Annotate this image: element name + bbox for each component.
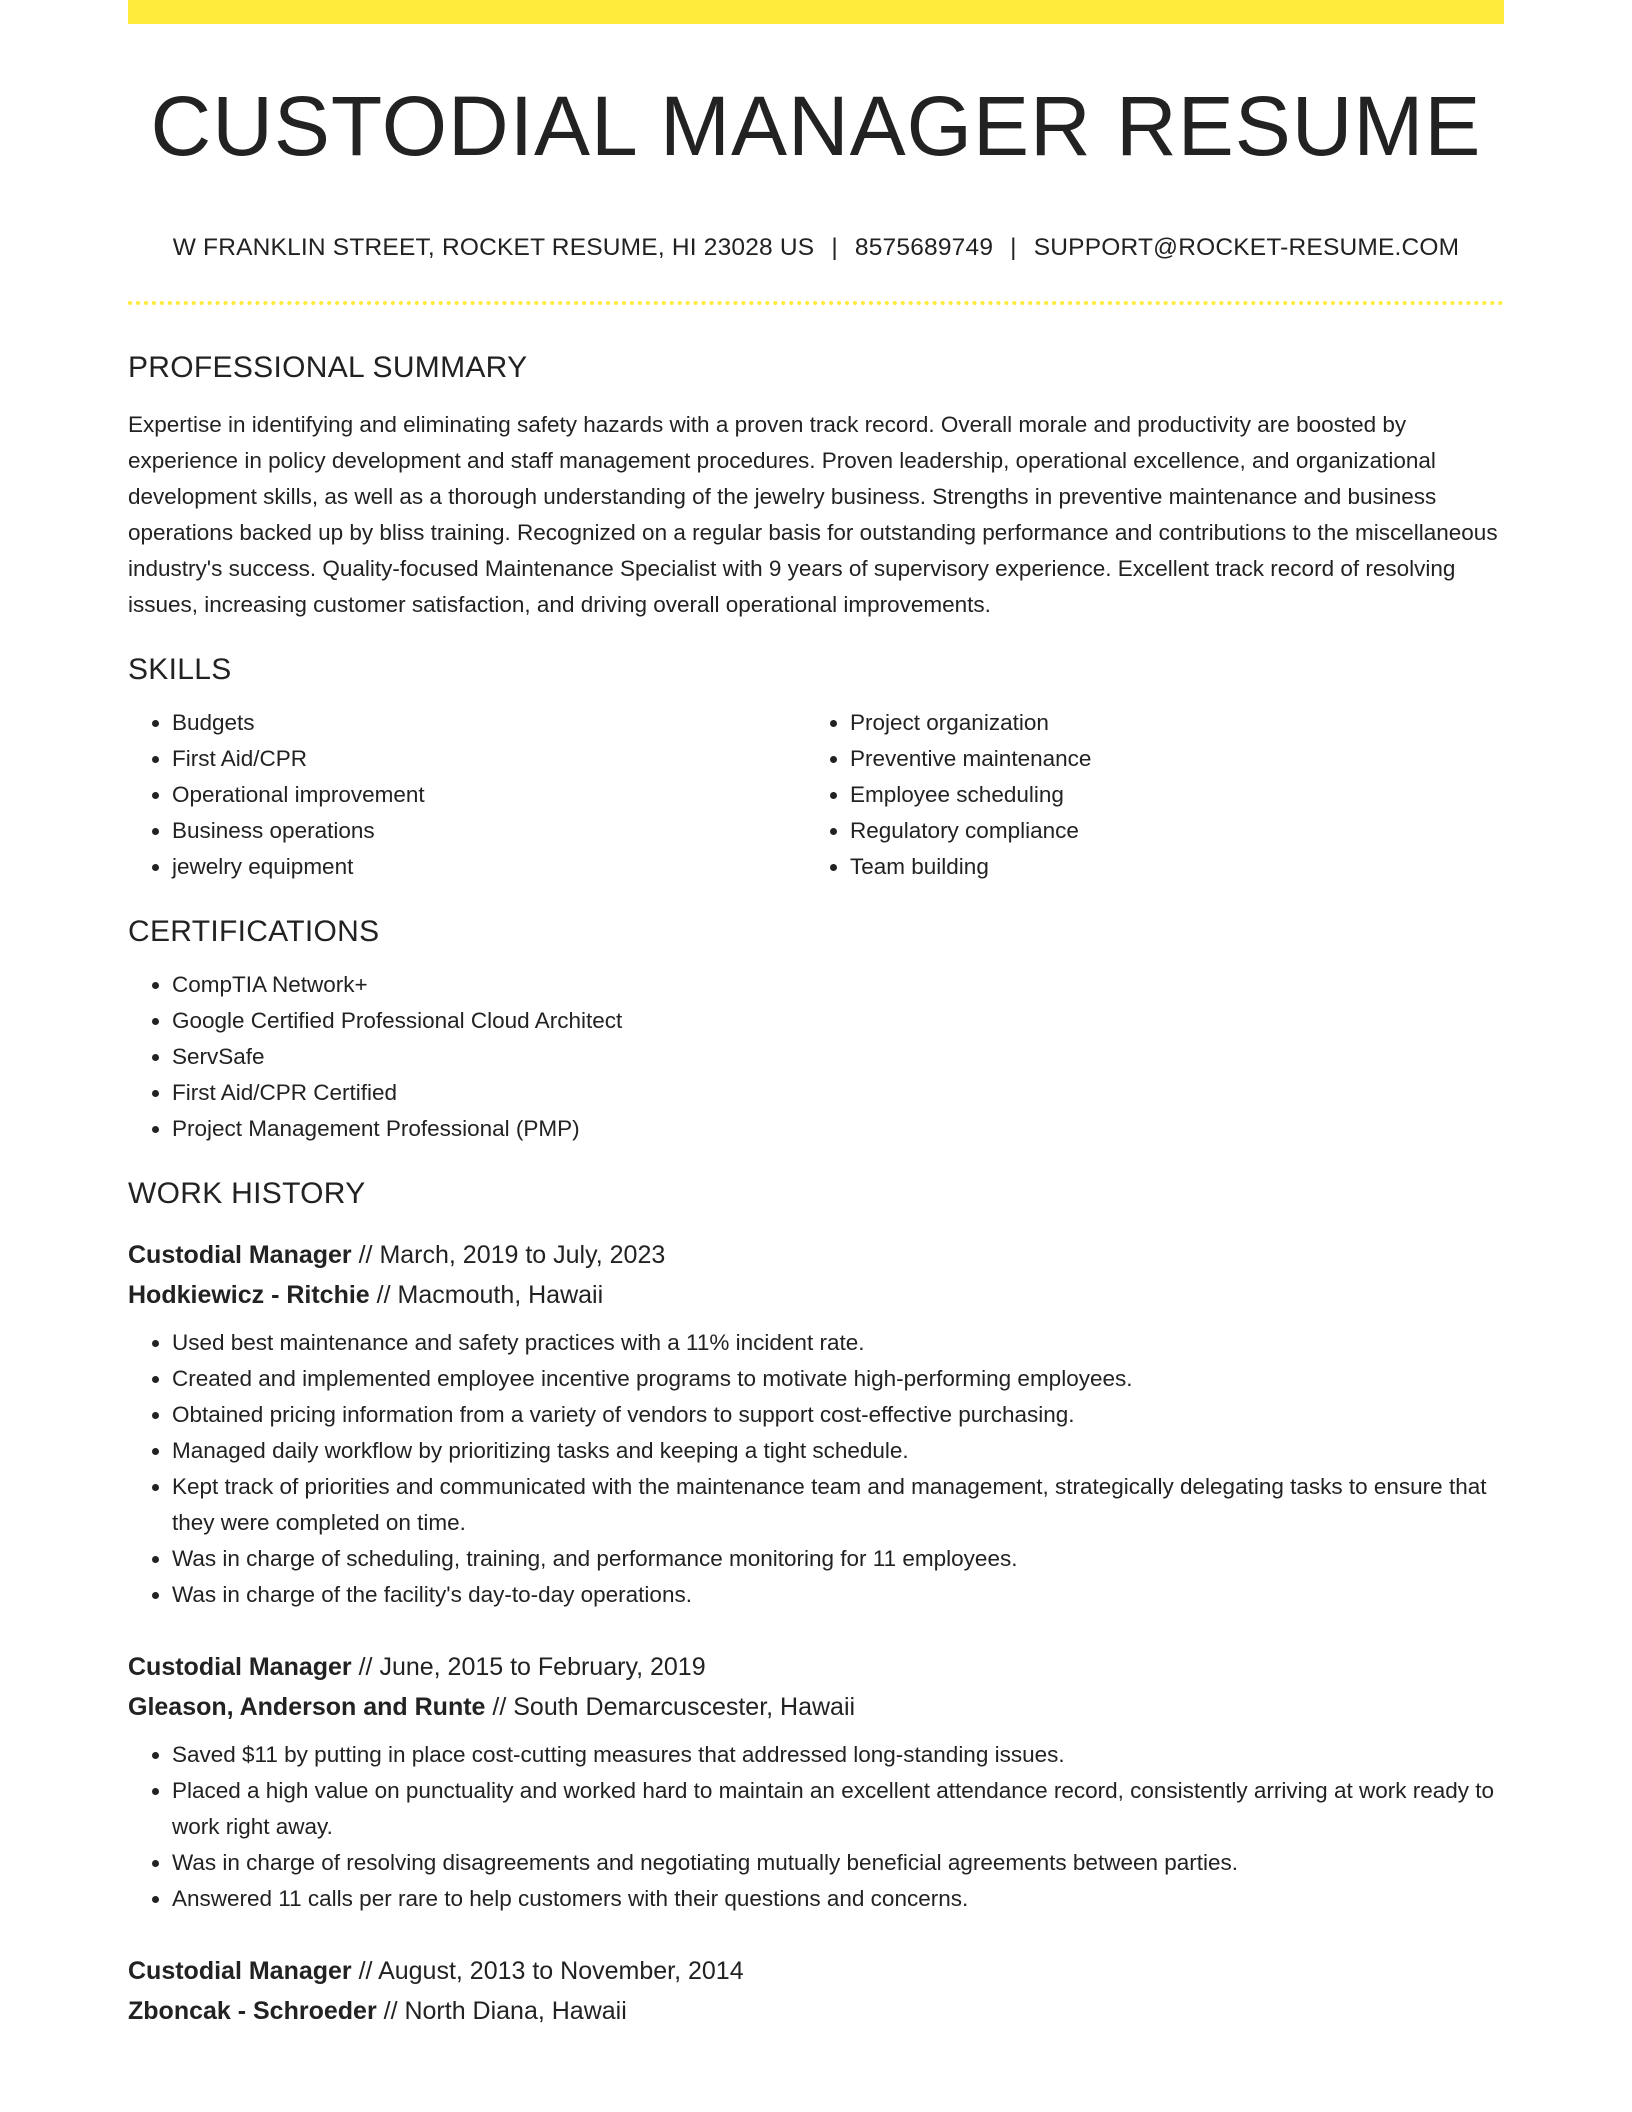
job-role: Custodial Manager (128, 1957, 352, 1985)
job-bullet: • Managed daily workflow by prioritizing tasks and keeping a tight schedule. (172, 1433, 1504, 1469)
skills-column-2 (806, 705, 1450, 885)
contact-address: W FRANKLIN STREET, ROCKET RESUME, HI 23028 US (172, 234, 815, 261)
work-history-heading: WORK HISTORY (128, 1177, 366, 1210)
job-bullet: • Saved $11 by putting in place cost-cutting measures that addressed long-standing issues. (172, 1737, 1504, 1773)
skill-item: • Budgets (172, 705, 806, 741)
skill-item: • Preventive maintenance (850, 741, 1450, 777)
certifications-heading: CERTIFICATIONS (128, 915, 380, 948)
resume-page (128, 0, 1504, 2031)
certification-item: • CompTIA Network+ (172, 967, 1504, 1003)
job-company: Zboncak - Schroeder (128, 1997, 377, 2025)
job-bullet: • Kept track of priorities and communicated with the maintenance team and management, strategically delegating tasks to ensure that they were completed on time. (172, 1469, 1504, 1541)
skill-item: • Operational improvement (172, 777, 806, 813)
job-bullet: • Used best maintenance and safety practices with a 11% incident rate. (172, 1325, 1504, 1361)
job-dates: // June, 2015 to February, 2019 (358, 1653, 706, 1681)
job-bullets (128, 1737, 1504, 1917)
skill-item: • Business operations (172, 813, 806, 849)
skill-item: • Employee scheduling (850, 777, 1450, 813)
certification-item: • Project Management Professional (PMP) (172, 1111, 1504, 1147)
job-company-line (128, 1687, 1504, 1727)
dotted-divider (128, 301, 1504, 305)
job-bullet: • Was in charge of the facility's day-to-day operations. (172, 1577, 1504, 1613)
skill-item: • Regulatory compliance (850, 813, 1450, 849)
resume-title: CUSTODIAL MANAGER RESUME (150, 79, 1482, 173)
certification-item: • Google Certified Professional Cloud Architect (172, 1003, 1504, 1039)
job-dates: // August, 2013 to November, 2014 (358, 1957, 744, 1985)
job-bullet: • Obtained pricing information from a variety of vendors to support cost-effective purchasing. (172, 1397, 1504, 1433)
skill-item: • Team building (850, 849, 1450, 885)
job-entry (128, 1647, 1504, 1917)
contact-separator: | (1010, 234, 1017, 261)
job-role: Custodial Manager (128, 1653, 352, 1681)
job-title-line (128, 1235, 1504, 1275)
certification-item: • First Aid/CPR Certified (172, 1075, 1504, 1111)
job-title-line (128, 1647, 1504, 1687)
contact-phone: 8575689749 (854, 234, 994, 261)
job-bullets (128, 1325, 1504, 1613)
contact-line (128, 234, 1504, 262)
job-bullet: • Was in charge of resolving disagreements and negotiating mutually beneficial agreements between parties. (172, 1845, 1504, 1881)
skills-column-1 (128, 705, 806, 885)
certifications-list (128, 967, 1504, 1147)
accent-top-bar (128, 0, 1504, 24)
job-title-line (128, 1951, 1504, 1991)
job-company-line (128, 1275, 1504, 1315)
skill-item: • First Aid/CPR (172, 741, 806, 777)
job-location: // South Demarcuscester, Hawaii (492, 1693, 856, 1721)
skill-item: • jewelry equipment (172, 849, 806, 885)
job-entry (128, 1951, 1504, 2031)
job-company-line (128, 1991, 1504, 2031)
contact-separator: | (831, 234, 838, 261)
job-entry (128, 1235, 1504, 1613)
job-dates: // March, 2019 to July, 2023 (358, 1241, 666, 1269)
job-bullet: • Answered 11 calls per rare to help customers with their questions and concerns. (172, 1881, 1504, 1917)
summary-text: Expertise in identifying and eliminating safety hazards with a proven track record. Overall morale and productivity are boosted by experience in policy development and staff management procedures. Proven leadership, operational excellence, and organizational development skills, as well as a thorough understanding of the jewelry business. Strengths in preventive maintenance and business operations backed up by bliss training. Recognized on a regular basis for outstanding performance and contributions to the miscellaneous industry's success. Quality-focused Maintenance Specialist with 9 years of supervisory experience. Excellent track record of resolving issues, increasing customer satisfaction, and driving overall operational improvements. (128, 412, 1498, 617)
skills-list (128, 705, 1504, 885)
job-bullet: • Placed a high value on punctuality and worked hard to maintain an excellent attendance record, consistently arriving at work ready to work right away. (172, 1773, 1504, 1845)
certification-item: • ServSafe (172, 1039, 1504, 1075)
job-location: // North Diana, Hawaii (383, 1997, 627, 2025)
summary-heading: PROFESSIONAL SUMMARY (128, 351, 528, 384)
skills-heading: SKILLS (128, 653, 232, 686)
job-role: Custodial Manager (128, 1241, 352, 1269)
contact-email: SUPPORT@ROCKET-RESUME.COM (1033, 234, 1460, 261)
job-company: Hodkiewicz - Ritchie (128, 1281, 370, 1309)
skill-item: • Project organization (850, 705, 1450, 741)
job-location: // Macmouth, Hawaii (376, 1281, 604, 1309)
job-bullet: • Created and implemented employee incentive programs to motivate high-performing employees. (172, 1361, 1504, 1397)
job-bullet: • Was in charge of scheduling, training, and performance monitoring for 11 employees. (172, 1541, 1504, 1577)
job-company: Gleason, Anderson and Runte (128, 1693, 486, 1721)
